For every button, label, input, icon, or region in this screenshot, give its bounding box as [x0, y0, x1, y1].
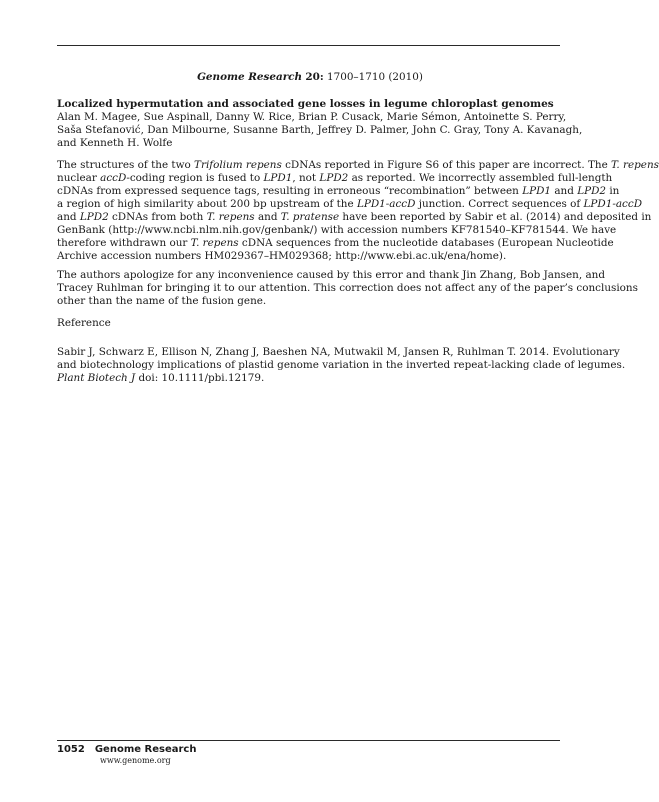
paragraph-line: nuclear accD-coding region is fused to LPD1, not LPD2 as reported. We incorrectly assembled full-length — [57, 172, 613, 184]
citation-pages: 1700–1710 (2010) — [326, 71, 423, 83]
reference-line: Plant Biotech J doi: 10.1111/pbi.12179. — [57, 372, 265, 384]
reference-journal: Plant Biotech J — [57, 372, 136, 384]
top-rule — [57, 45, 560, 46]
acknowledgment-paragraph — [57, 269, 638, 308]
paragraph-line: GenBank (http://www.ncbi.nlm.nih.gov/genbank/) with accession numbers KF781540–KF781544. We have — [57, 224, 617, 236]
reference-line: and biotechnology implications of plastid genome variation in the inverted repeat-lacking clade of legumes. — [57, 359, 626, 371]
page-footer — [57, 744, 357, 766]
paragraph-line: and LPD2 cDNAs from both T. repens and T. pratense have been reported by Sabir et al. (2014) and deposited in — [57, 211, 652, 223]
paragraph-line: Archive accession numbers HM029367–HM029368; http://www.ebi.ac.uk/ena/home). — [57, 250, 507, 262]
reference-line: Sabir J, Schwarz E, Ellison N, Zhang J, Baeshen NA, Mutwakil M, Jansen R, Ruhlman T. 2014. Evolutionary — [57, 346, 620, 358]
reference-heading: Reference — [57, 317, 111, 329]
paragraph-line: The structures of the two Trifolium repens cDNAs reported in Figure S6 of this paper are incorrect. The T. repens — [57, 159, 659, 171]
footer-journal: Genome Research — [94, 744, 197, 755]
footer-rule — [57, 740, 560, 741]
citation — [0, 70, 620, 84]
citation-journal: Genome Research — [197, 71, 303, 83]
author-line: Saša Stefanović, Dan Milbourne, Susanne Barth, Jeffrey D. Palmer, John C. Gray, Tony A. Kavanagh, — [57, 124, 583, 136]
correction-paragraph — [57, 159, 659, 263]
paragraph-line: The authors apologize for any inconvenience caused by this error and thank Jin Zhang, Bob Jansen, and — [57, 269, 605, 281]
author-list — [57, 111, 583, 150]
author-line: Alan M. Magee, Sue Aspinall, Danny W. Rice, Brian P. Cusack, Marie Sémon, Antoinette S. Perry, — [57, 111, 567, 123]
page-number: 1052 — [57, 744, 85, 755]
paragraph-line: a region of high similarity about 200 bp upstream of the LPD1-accD junction. Correct sequences of LPD1-accD — [57, 198, 643, 210]
paragraph-line: cDNAs from expressed sequence tags, resulting in erroneous “recombination” between LPD1 and LPD2 in — [57, 185, 620, 197]
citation-volume: 20: — [305, 71, 324, 83]
paragraph-line: other than the name of the fusion gene. — [57, 295, 267, 307]
paragraph-line: therefore withdrawn our T. repens cDNA sequences from the nucleotide databases (European Nucleotide — [57, 237, 614, 249]
reference-entry — [57, 346, 626, 385]
footer-website: www.genome.org — [100, 756, 171, 765]
article-title: Localized hypermutation and associated gene losses in legume chloroplast genomes — [57, 98, 554, 110]
paragraph-line: Tracey Ruhlman for bringing it to our attention. This correction does not affect any of the paper’s conclusions — [57, 282, 638, 294]
author-line: and Kenneth H. Wolfe — [57, 137, 173, 149]
